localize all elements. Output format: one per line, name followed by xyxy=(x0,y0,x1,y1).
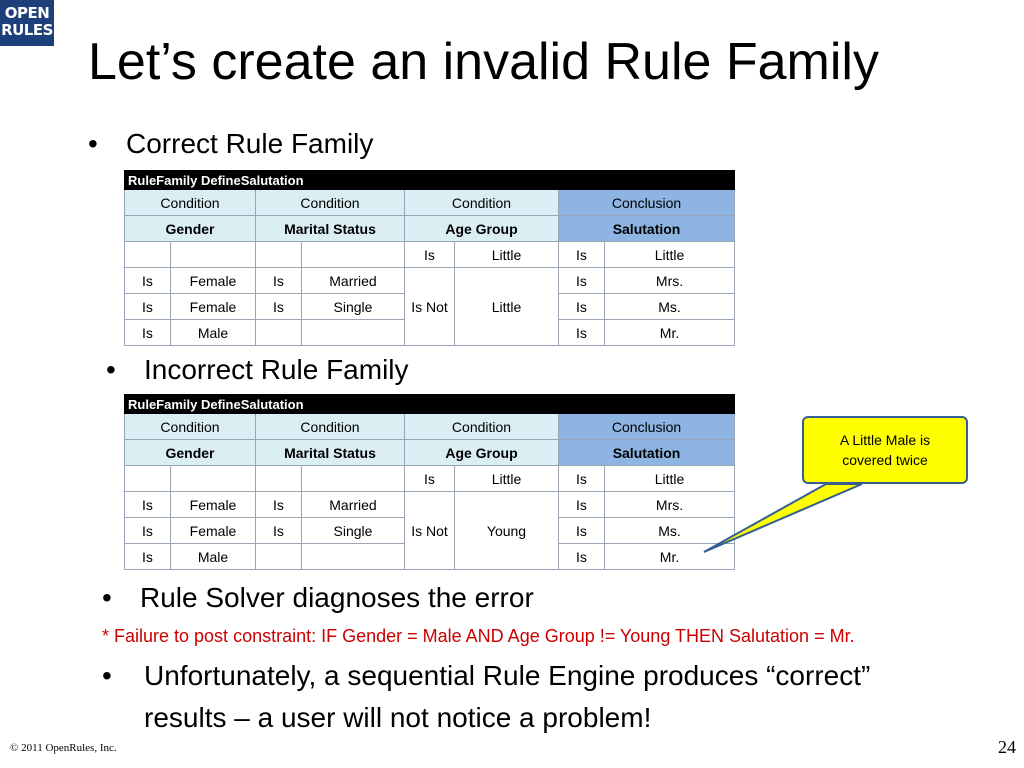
bullet-dot: • xyxy=(102,582,112,613)
cell: Is xyxy=(125,518,171,544)
cell: Female xyxy=(171,518,256,544)
cell: Single xyxy=(302,294,405,320)
cell: Mrs. xyxy=(605,268,735,294)
bullet-dot: • xyxy=(102,660,112,691)
bullet-solver-text: Rule Solver diagnoses the error xyxy=(140,582,534,613)
cell: Married xyxy=(302,492,405,518)
cell: Is xyxy=(256,268,302,294)
cell: Is xyxy=(559,268,605,294)
callout-note xyxy=(802,416,968,484)
cell: Little xyxy=(605,242,735,268)
cell: Female xyxy=(171,294,256,320)
cell: Is xyxy=(559,518,605,544)
cell: Married xyxy=(302,268,405,294)
logo-line-1: OPEN xyxy=(4,4,50,22)
column-kind: Conclusion xyxy=(559,190,735,216)
cell: Female xyxy=(171,268,256,294)
callout-line-2: covered twice xyxy=(842,452,928,468)
cell: Is xyxy=(559,242,605,268)
column-name: Marital Status xyxy=(256,216,405,242)
cell: Little xyxy=(455,268,559,346)
cell: Is xyxy=(125,294,171,320)
cell: Is xyxy=(559,466,605,492)
column-kind: Condition xyxy=(256,190,405,216)
cell: Young xyxy=(455,492,559,570)
column-name: Marital Status xyxy=(256,440,405,466)
cell: Little xyxy=(455,242,559,268)
cell: Is Not xyxy=(405,268,455,346)
callout-line-1: A Little Male is xyxy=(839,432,931,448)
cell: Is xyxy=(559,544,605,570)
cell: Is Not xyxy=(405,492,455,570)
column-kind: Condition xyxy=(125,414,256,440)
cell: Female xyxy=(171,492,256,518)
cell: Ms. xyxy=(605,294,735,320)
cell: Single xyxy=(302,518,405,544)
cell: Mrs. xyxy=(605,492,735,518)
cell: Mr. xyxy=(605,320,735,346)
column-name: Age Group xyxy=(405,216,559,242)
cell: Is xyxy=(559,492,605,518)
column-kind: Condition xyxy=(256,414,405,440)
cell: Is xyxy=(125,492,171,518)
cell: Little xyxy=(605,466,735,492)
column-kind: Condition xyxy=(405,414,559,440)
cell: Is xyxy=(256,518,302,544)
bullet-dot: • xyxy=(106,354,116,385)
column-name: Gender xyxy=(125,440,256,466)
column-kind: Condition xyxy=(125,190,256,216)
column-kind: Condition xyxy=(405,190,559,216)
column-name: Age Group xyxy=(405,440,559,466)
bullet-correct-text: Correct Rule Family xyxy=(126,128,374,159)
cell: Is xyxy=(405,242,455,268)
bullet-unfortunately-line-1: Unfortunately, a sequential Rule Engine produces “correct” xyxy=(144,660,871,691)
cell: Is xyxy=(125,320,171,346)
cell: Is xyxy=(559,320,605,346)
cell: Is xyxy=(125,268,171,294)
table-header: RuleFamily DefineSalutation xyxy=(125,171,735,190)
column-name: Salutation xyxy=(559,216,735,242)
cell: Is xyxy=(256,492,302,518)
cell: Is xyxy=(125,544,171,570)
bullet-dot: • xyxy=(88,128,98,159)
bullet-incorrect-text: Incorrect Rule Family xyxy=(144,354,409,385)
page-number: 24 xyxy=(998,737,1016,757)
column-name: Salutation xyxy=(559,440,735,466)
copyright-footer: © 2011 OpenRules, Inc. xyxy=(10,742,117,754)
cell: Is xyxy=(405,466,455,492)
cell: Ms. xyxy=(605,518,735,544)
cell: Is xyxy=(256,294,302,320)
table-header: RuleFamily DefineSalutation xyxy=(125,395,735,414)
slide-title: Let’s create an invalid Rule Family xyxy=(88,33,879,91)
logo-line-2: RULES xyxy=(1,21,53,39)
error-message: * Failure to post constraint: IF Gender = Male AND Age Group != Young THEN Salutation = Mr. xyxy=(102,626,855,646)
column-kind: Conclusion xyxy=(559,414,735,440)
cell: Male xyxy=(171,320,256,346)
column-name: Gender xyxy=(125,216,256,242)
cell: Male xyxy=(171,544,256,570)
cell: Little xyxy=(455,466,559,492)
bullet-unfortunately-line-2: results – a user will not notice a problem! xyxy=(144,702,652,733)
cell: Is xyxy=(559,294,605,320)
cell: Mr. xyxy=(605,544,735,570)
